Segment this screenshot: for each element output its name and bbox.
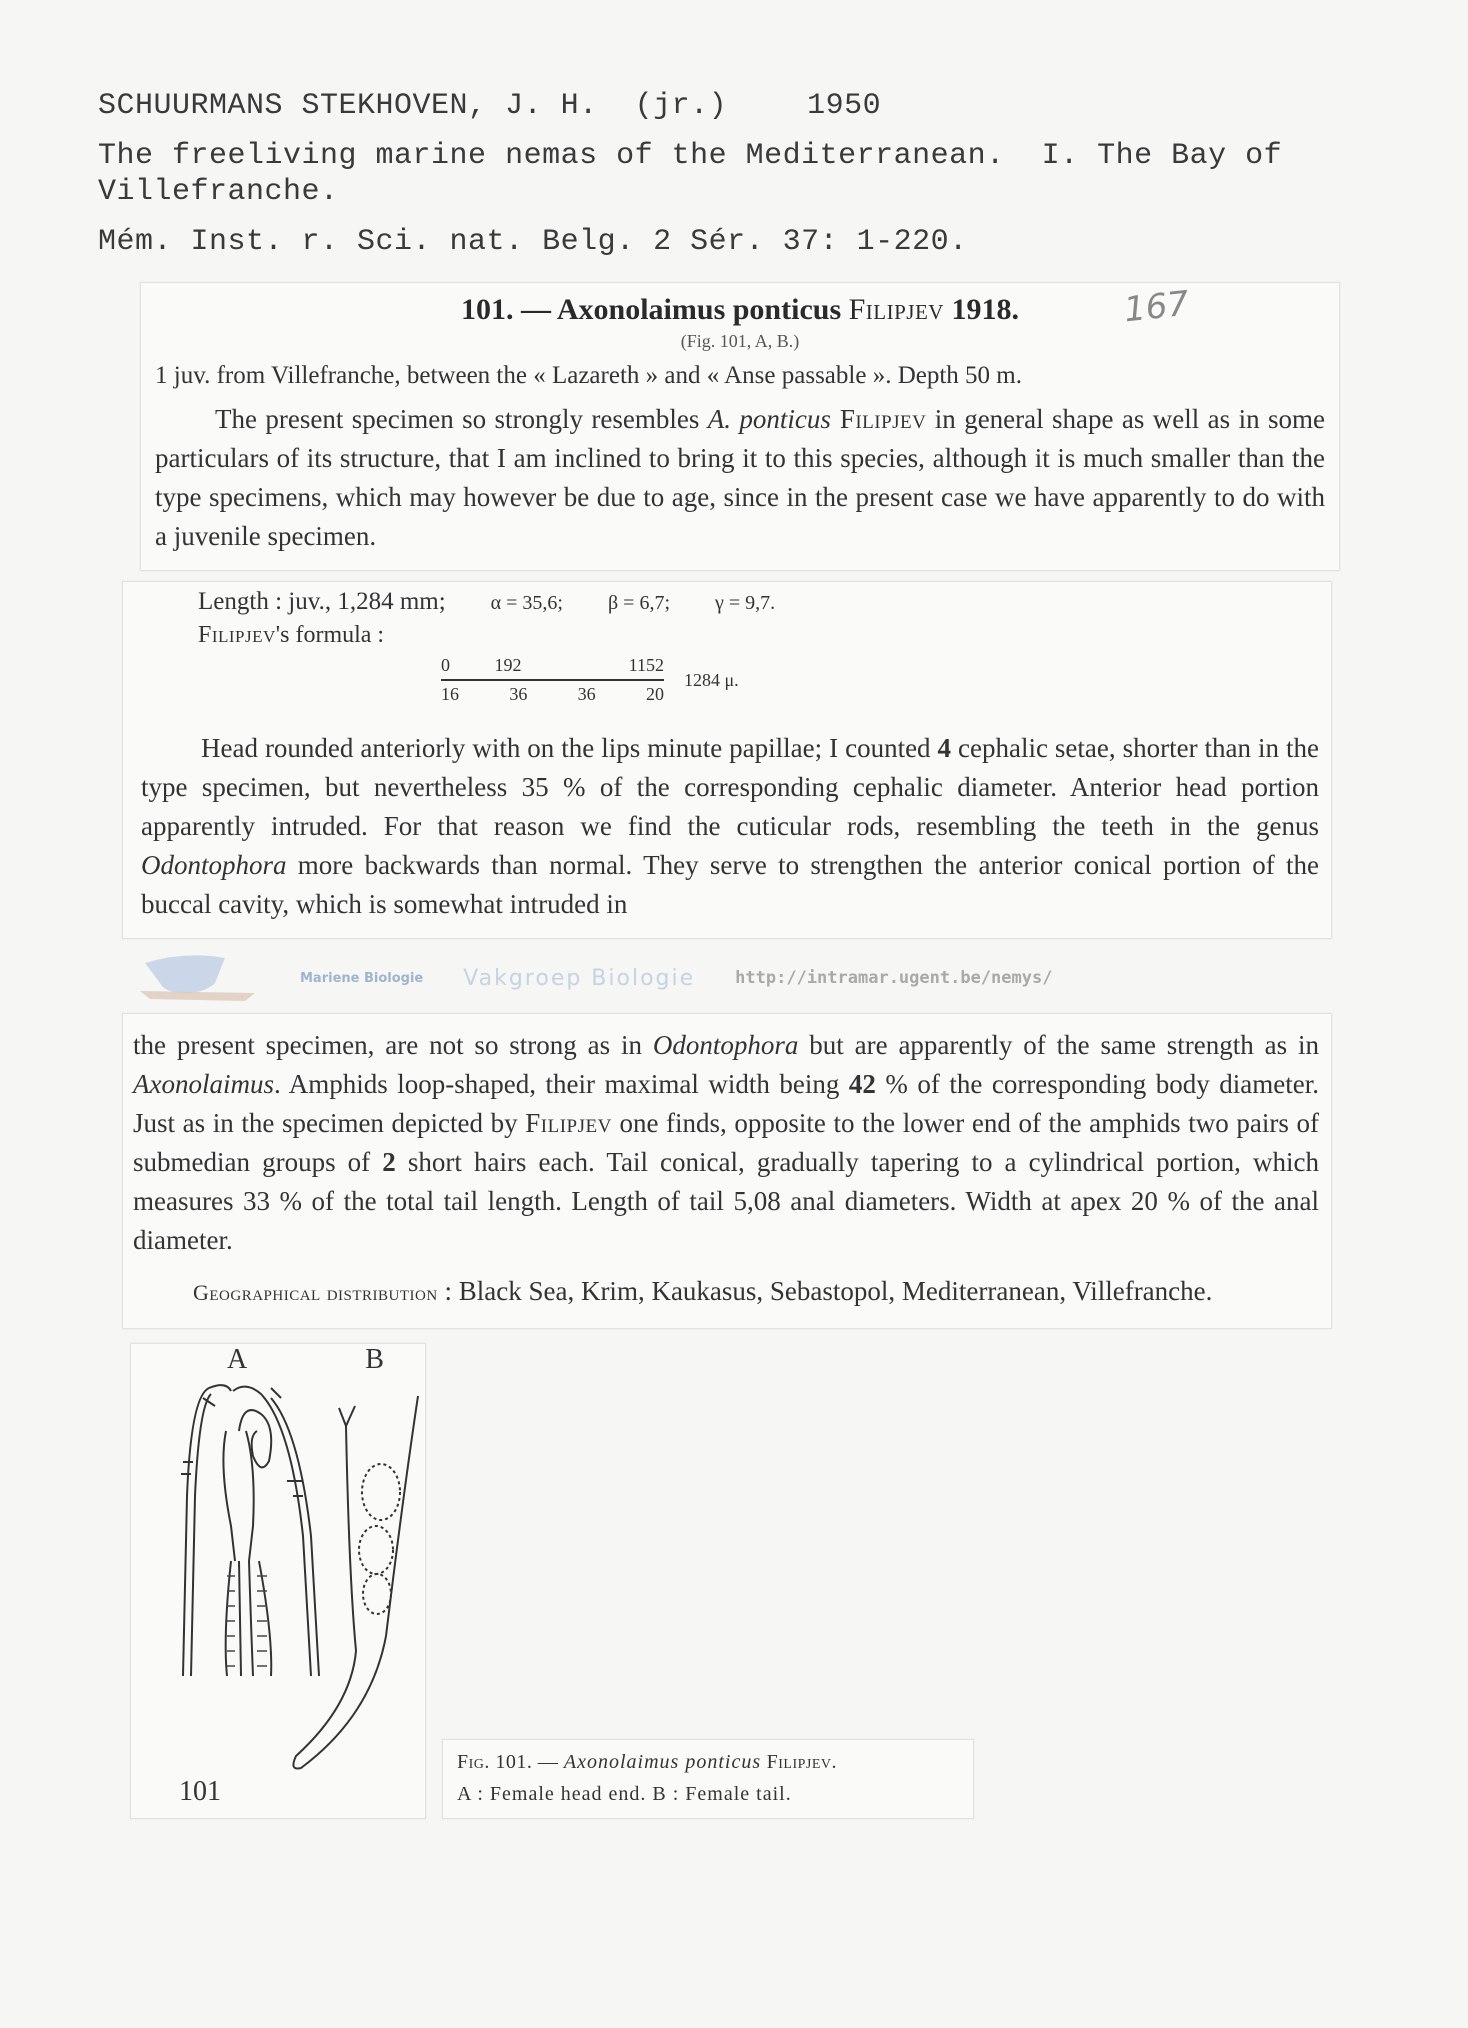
- formula-bottom-row: [441, 684, 664, 705]
- formula-bottom-3: 20: [645, 684, 664, 704]
- heading-number: 101. —: [461, 293, 557, 326]
- citation-author-line: [98, 88, 1468, 124]
- desc-b-author: Filipjev: [525, 1108, 612, 1138]
- formula-top-0: 0: [441, 655, 450, 675]
- caption-line1: [457, 1746, 959, 1778]
- watermark-dept: Vakgroep Biologie: [463, 965, 696, 991]
- desc-a-text-2: cephalic setae, shorter than in the type specimen, but nevertheless 35 % of the corresponding cephalic diameter. Anterior head portion apparently intruded. For that reason we find the cuticular rods, resembling the teeth in the genus: [141, 733, 1319, 841]
- caption-species: Axonolaimus ponticus: [563, 1751, 762, 1773]
- desc-b-genus-1: Odontophora: [652, 1030, 799, 1060]
- formula-label-text: 's formula :: [275, 622, 385, 648]
- formula-label: [198, 622, 1319, 649]
- geographical-distribution: [133, 1272, 1319, 1312]
- caption-author: Filipjev.: [761, 1751, 838, 1773]
- formula-bottom-2: 36: [577, 684, 596, 704]
- formula-total: 1284 μ.: [684, 669, 739, 690]
- figure-section: [130, 1343, 1468, 1819]
- locality: 1 juv. from Villefranche, between the « Lazareth » and « Anse passable ». Depth 50 m.: [155, 362, 1022, 389]
- citation-journal: Mém. Inst. r. Sci. nat. Belg. 2 Sér. 37: 1-220.: [98, 225, 968, 259]
- desc-b-text-6: short hairs each. Tail conical, gradually tapering to a cylindrical portion, which measures 33 % of the total tail length. Length of tail 5,08 anal diameters. Width at apex 20 % of the anal diameter.: [133, 1147, 1319, 1255]
- geo-separator: :: [437, 1276, 459, 1306]
- citation-title-line2: Villefranche.: [98, 175, 339, 209]
- heading-species: Axonolaimus ponticus: [556, 293, 842, 326]
- formula-bottom-1: 36: [509, 684, 528, 704]
- desc-b-hair-count: 2: [382, 1147, 396, 1177]
- measure-length: Length : juv., 1,284 mm;: [198, 588, 446, 615]
- figure-reference: (Fig. 101, A, B.): [680, 331, 800, 351]
- heading-author: Filipjev: [848, 293, 944, 326]
- intro-author: Filipjev: [830, 404, 927, 434]
- clipping-heading: [140, 282, 1340, 571]
- formula-top-1: 192: [494, 655, 522, 675]
- citation-header: [0, 0, 1468, 260]
- figure-number: 101: [179, 1776, 221, 1807]
- figure-labels: [131, 1344, 425, 1376]
- esophagus-striations: [227, 1576, 267, 1666]
- watermark-logo-text: Mariene Biologie: [300, 970, 424, 986]
- measurements-line: [198, 588, 1319, 616]
- caption-prefix: Fig. 101. —: [457, 1751, 564, 1773]
- clipping-measurements: [122, 581, 1332, 939]
- desc-a-text-3: more backwards than normal. They serve to strengthen the anterior conical portion of the buccal cavity, which is somewhat intruded in: [141, 850, 1319, 919]
- formula-top-2: 1152: [628, 655, 664, 675]
- desc-b-text-3: . Amphids loop-shaped, their maximal width being: [274, 1069, 849, 1099]
- heading-year: 1918.: [943, 293, 1019, 326]
- desc-b-genus-2: Axonolaimus: [133, 1069, 274, 1099]
- intro-species: A. ponticus: [707, 404, 831, 434]
- desc-b-text-5: one finds, opposite to the lower end of the amphids two pairs of submedian groups of: [133, 1108, 1319, 1177]
- measure-gamma: γ = 9,7.: [715, 592, 776, 614]
- caption-line2: A : Female head end. B : Female tail.: [457, 1783, 792, 1805]
- handwritten-page-number: 167: [1122, 283, 1191, 331]
- description-paragraph-a: [141, 729, 1319, 924]
- citation-author: SCHUURMANS STEKHOVEN, J. H. (jr.): [98, 89, 728, 123]
- measure-beta: β = 6,7;: [608, 592, 671, 614]
- description-paragraph-b: [133, 1026, 1319, 1260]
- desc-a-setae-count: 4: [937, 733, 952, 763]
- intro-paragraph: [155, 400, 1325, 556]
- desc-b-text-2: but are apparently of the same strength as in: [798, 1030, 1319, 1060]
- figure-label-b: B: [365, 1344, 384, 1375]
- desc-b-text-1: the present specimen, are not so strong as in: [133, 1030, 653, 1060]
- clipping-description: [122, 1013, 1332, 1329]
- figure-label-a: A: [227, 1344, 248, 1375]
- desc-a-text-1: Head rounded anteriorly with on the lips minute papillae; I counted: [201, 733, 938, 763]
- formula-bottom-0: 16: [441, 684, 459, 704]
- figure-panel: [130, 1343, 426, 1819]
- intro-text-2: in general shape as well as in some particulars of its structure, that I am inclined to bring it to this species, although it is much smaller than the type specimens, which may however be due to age, since in the present case we have apparently to do with a juvenile specimen.: [155, 404, 1325, 551]
- geo-text: Black Sea, Krim, Kaukasus, Sebastopol, Mediterranean, Villefranche.: [458, 1276, 1213, 1306]
- formula-top-row: [441, 655, 664, 676]
- formula-author: Filipjev: [198, 622, 276, 648]
- watermark: [140, 953, 1468, 1003]
- formula-fraction: [441, 655, 664, 705]
- desc-b-text-4: % of the corresponding body diameter. Just as in the specimen depicted by: [133, 1069, 1319, 1138]
- watermark-url: http://intramar.ugent.be/nemys/: [735, 968, 1053, 988]
- filipjev-formula: [441, 655, 1319, 705]
- citation-title-line1: The freeliving marine nemas of the Mediterranean. I. The Bay of: [98, 139, 1283, 173]
- desc-b-amphid-percent: 42: [848, 1069, 876, 1099]
- nematode-drawing: [131, 1376, 427, 1776]
- watermark-logo-icon: [140, 953, 260, 1003]
- geo-label: Geographical distribution: [193, 1280, 438, 1305]
- formula-fraction-bar: [441, 679, 664, 681]
- head-end-drawing-a: [181, 1385, 319, 1676]
- intro-text-1: The present specimen so strongly resembles: [215, 404, 708, 434]
- citation-year: 1950: [807, 89, 882, 123]
- desc-a-genus: Odontophora: [141, 850, 287, 880]
- figure-caption: [442, 1739, 974, 1819]
- tail-drawing-b: [293, 1396, 418, 1769]
- measure-alpha: α = 35,6;: [490, 592, 563, 614]
